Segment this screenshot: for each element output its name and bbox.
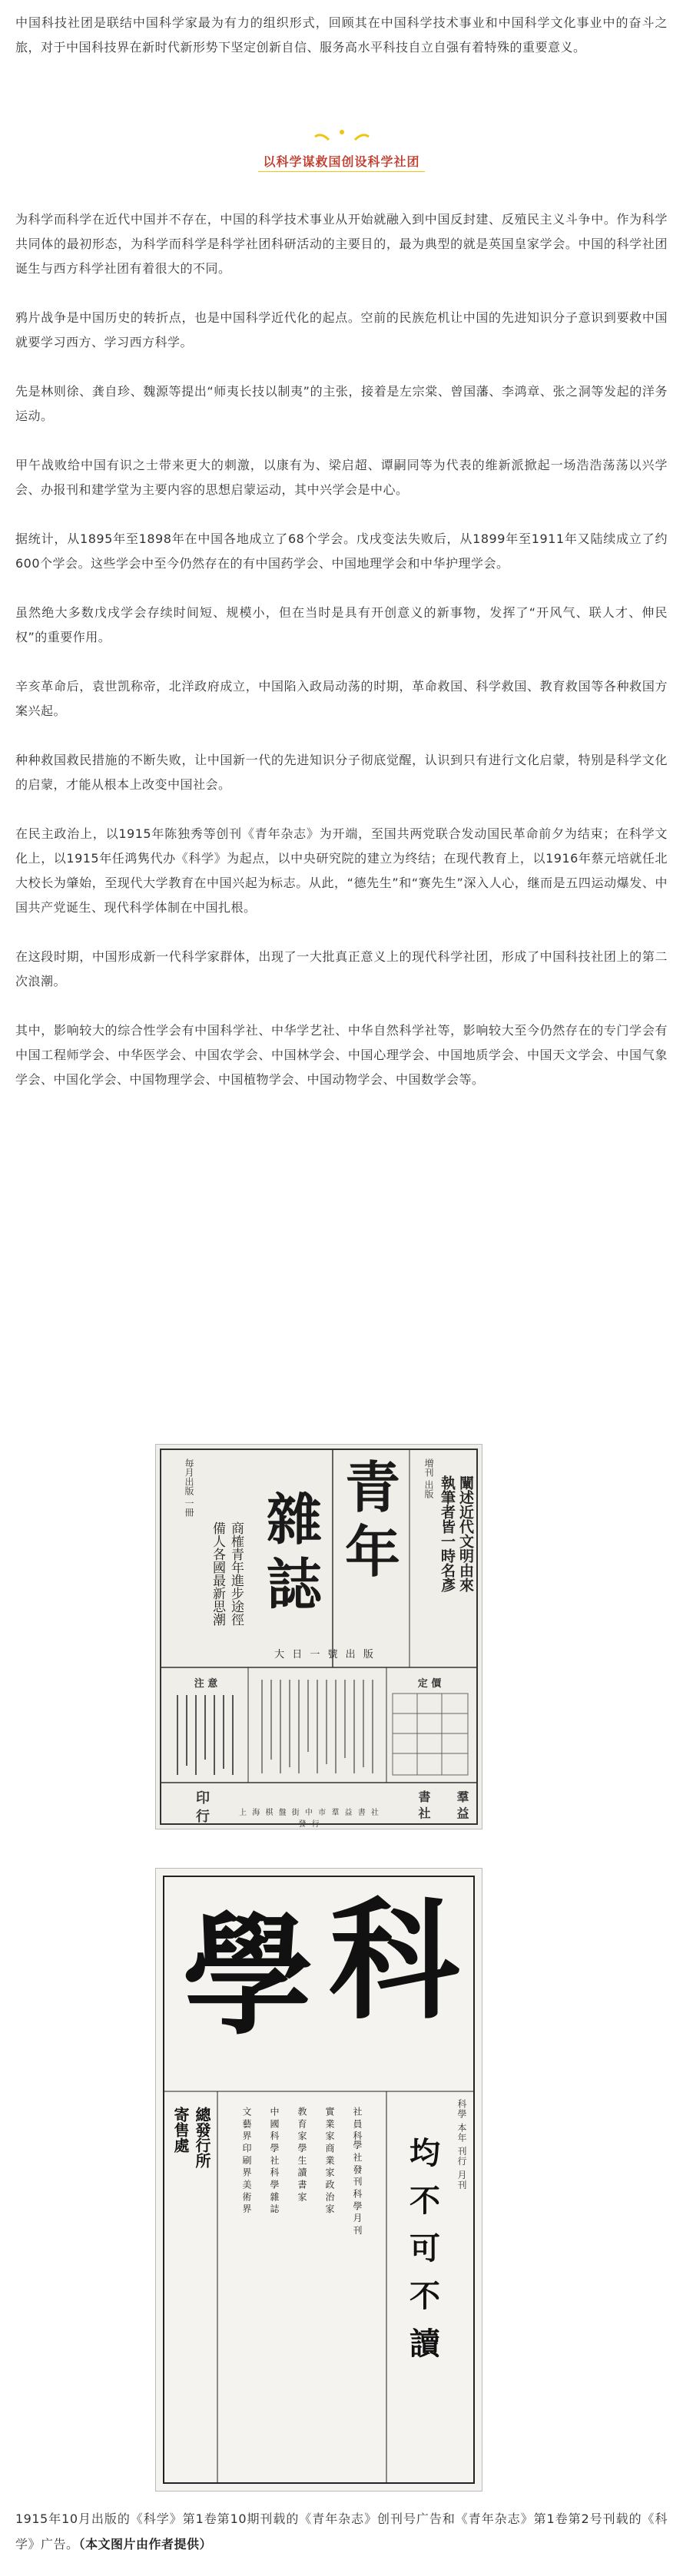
- kexue-footer: [170, 2107, 213, 2468]
- qingnian-zazhi-ad-image: [155, 1444, 482, 1829]
- slogan-char-1: 均: [409, 2135, 440, 2171]
- paragraph-9: 在民主政治上，以1915年陈独秀等创刊《青年杂志》为开端，至国共两党联合发动国民革命前夕为结束；在科学文化上，以1915年任鸿隽代办《科学》为起点，以中央研究院的建立为终结；在现代教育上，以1916年蔡元培就任北大校长为肇始，至现代大学教育在中国兴起为标志。从此，“德先生”和“赛先生”深入人心，继而是五四运动爆发、中国共产党诞生、现代科学体制在中国扎根。: [15, 826, 668, 915]
- paragraph-2: 鸦片战争是中国历史的转折点，也是中国科学近代化的起点。空前的民族危机让中国的先进知识分子意识到要救中国就要学习西方、学习西方科学。: [15, 310, 668, 349]
- paragraph-4: 甲午战败给中国有识之士带来更大的刺激，以康有为、梁启超、谭嗣同等为代表的维新派掀起一场浩浩荡荡以兴学会、办报刊和建学堂为主要内容的思想启蒙运动，其中兴学会是中心。: [15, 458, 668, 497]
- title-char-xue: 學: [182, 1899, 313, 2053]
- footer-sales-office: 寄售處: [171, 2107, 190, 2153]
- paragraph-7: 辛亥革命后，袁世凯称帝，北洋政府成立，中国陷入政局动荡的时期，革命救国、科学救国、教育救国等各种救国方案兴起。: [15, 679, 668, 718]
- title-char-qing: 青: [344, 1455, 400, 1520]
- title-char-nian: 年: [344, 1519, 400, 1584]
- section-header: [15, 120, 668, 184]
- section-title: 以科学谋救国创设科学社团: [258, 151, 424, 172]
- kexue-body-text: [233, 2107, 371, 2468]
- sparkle-decoration-icon: [284, 126, 400, 143]
- paragraph-8: 种种救国救民措施的不断失败，让中国新一代的先进知识分子彻底觉醒，认识到只有进行文化启蒙，特别是科学文化的启蒙，才能从根本上改变中国社会。: [15, 753, 668, 792]
- side-note-right: 増刊 出版: [423, 1459, 434, 1498]
- paragraph-5: 据统计，从1895年至1898年在中国各地成立了68个学会。戊戌变法失败后，从1899年至1911年又陆续成立了约600个学会。这些学会中至今仍然存在的有中国药学会、中国地理学会和中华护理学会。: [15, 531, 668, 571]
- title-char-za: 雜: [266, 1487, 322, 1552]
- notice-title: 注 意: [194, 1678, 218, 1690]
- body-line-5: 文 藝 界 印 刷 界 美 術 界: [241, 2107, 252, 2213]
- publisher-footer: 上 海 棋 盤 街 中 市 羣 益 書 社 發 行: [239, 1809, 380, 1829]
- caption-credit: （本文图片由作者提供）: [78, 2537, 213, 2551]
- footer-main-office: 總發行所: [193, 2107, 211, 2168]
- slogan-char-4: 不: [409, 2278, 440, 2314]
- issue-banner: 大 日 一 號 出 版: [274, 1649, 376, 1660]
- slogan-char-3: 可: [409, 2230, 440, 2266]
- price-label: 定 價: [417, 1678, 442, 1690]
- publisher-right: 羣 益: [455, 1790, 469, 1819]
- caption-text: 1915年10月出版的《科学》第1卷第10期刊载的《青年杂志》创刊号广告和《青年杂志》第1卷第2号刊载的《科学》广告。: [15, 2511, 668, 2551]
- article-body: [0, 11, 683, 1092]
- contents-text-lines: [254, 1675, 382, 1778]
- paragraph-11: 其中，影响较大的综合性学会有中国科学社、中华学艺社、中华自然科学社等，影响较大至今仍然存在的专门学会有中国工程师学会、中华医学会、中国农学会、中国林学会、中国心理学会、中国地质学会、中国天文学会、中国气象学会、中国化学会、中国物理学会、中国植物学会、中国动物学会、中国数学会等。: [15, 1023, 668, 1087]
- paragraph-1: 为科学而科学在近代中国并不存在，中国的科学技术事业从开始就融入到中国反封建、反殖民主义斗争中。作为科学共同体的最初形态，为科学而科学是科学社团科研活动的主要目的，最为典型的就是英国皇家学会。中国的科学社团诞生与西方科学社团有着很大的不同。: [15, 212, 668, 276]
- paragraph-10: 在这段时期，中国形成新一代科学家群体，出现了一大批真正意义上的现代科学社团，形成了中国科技社团上的第二次浪潮。: [15, 949, 668, 988]
- mid-text-2: 商榷青年進步途徑: [228, 1521, 244, 1626]
- side-note-left: 毎月出版 一冊: [184, 1459, 194, 1517]
- paragraph-3: 先是林则徐、龚自珍、魏源等提出“师夷长技以制夷”的主张，接着是左宗棠、曾国藩、李鸿章、张之洞等发起的洋务运动。: [15, 384, 668, 423]
- slogan-char-2: 不: [409, 2183, 440, 2219]
- title-char-zhi: 誌: [266, 1551, 322, 1617]
- notice-text-lines: [170, 1692, 244, 1778]
- kexue-ad-image: [155, 1868, 482, 2492]
- title-char-ke: 科: [328, 1884, 459, 2038]
- body-line-2: 實 業 家 商 業 家 政 治 家: [324, 2107, 335, 2213]
- mid-text-1: 備人各國最新思潮: [210, 1521, 225, 1626]
- intro-paragraph: 中国科技社团是联结中国科学家最为有力的组织形式，回顾其在中国科学技术事业和中国科学文化事业中的奋斗之旅，对于中国科技界在新时代新形势下坚定创新自信、服务高水平科技自立自强有着特殊的重要意义。: [15, 15, 668, 55]
- column-text-1: 執筆者皆一時名彥: [439, 1475, 456, 1592]
- kexue-subtitle: 科學 本年 刊行 月刊: [456, 2099, 467, 2190]
- body-line-4: 中 國 科 學 社 科 學 雜 誌: [269, 2107, 280, 2213]
- body-line-1: 社 員 科學 社 發 刊 科 學 月 刊: [352, 2107, 363, 2235]
- slogan-char-5: 讀: [409, 2326, 440, 2362]
- paragraph-6: 虽然绝大多数戊戌学会存续时间短、规模小，但在当时是具有开创意义的新事物，发挥了“开风气、联人才、伸民权”的重要作用。: [15, 605, 668, 644]
- publisher-mid: 書 社: [416, 1790, 431, 1819]
- slogan-column: [402, 2130, 448, 2368]
- image-caption: [15, 2506, 668, 2557]
- column-text-2: 闡述近代文明由來: [457, 1475, 474, 1592]
- price-table-lines: [391, 1692, 471, 1778]
- publisher-left: 印 行: [194, 1790, 210, 1823]
- body-line-3: 教 育 家 學 生 讀 書 家: [297, 2107, 307, 2201]
